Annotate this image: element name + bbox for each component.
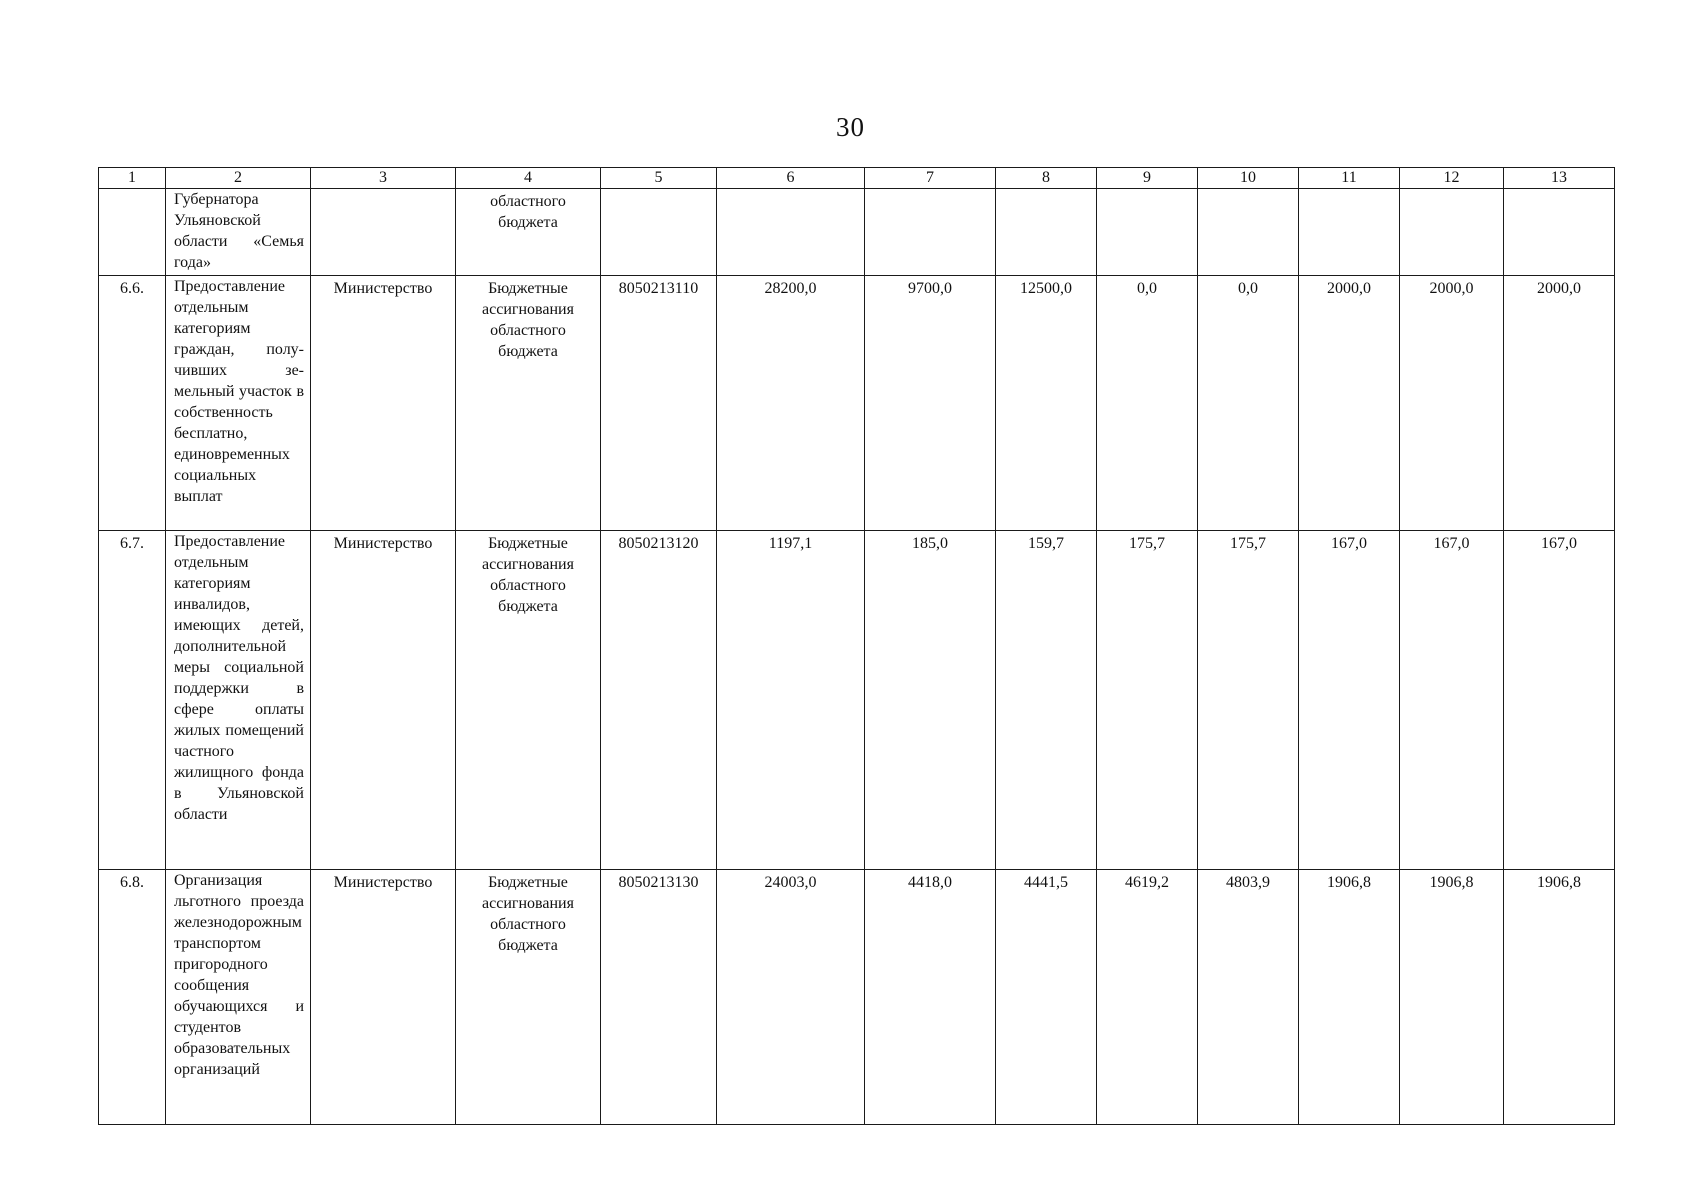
row-value: 167,0 xyxy=(1400,531,1504,870)
row-value: 28200,0 xyxy=(717,276,865,531)
row-value: 167,0 xyxy=(1504,531,1615,870)
column-header: 10 xyxy=(1198,168,1299,189)
row-value xyxy=(717,189,865,276)
row-funding-source: Бюджетные ассигнования областного бюджета xyxy=(456,531,601,870)
row-value: 4619,2 xyxy=(1097,870,1198,1125)
column-header: 4 xyxy=(456,168,601,189)
column-header: 5 xyxy=(601,168,717,189)
row-value: 2000,0 xyxy=(1299,276,1400,531)
table-row xyxy=(99,870,1615,1125)
row-value: 2000,0 xyxy=(1504,276,1615,531)
column-header: 2 xyxy=(166,168,311,189)
row-value xyxy=(996,189,1097,276)
page-number: 30 xyxy=(836,112,865,142)
row-value: 1906,8 xyxy=(1299,870,1400,1125)
row-value: 1906,8 xyxy=(1400,870,1504,1125)
row-budget-code: 8050213120 xyxy=(601,531,717,870)
row-budget-code: 8050213110 xyxy=(601,276,717,531)
column-header: 8 xyxy=(996,168,1097,189)
row-number xyxy=(99,189,166,276)
row-value xyxy=(1504,189,1615,276)
row-funding-source: Бюджетные ассигнования областного бюджета xyxy=(456,870,601,1125)
row-value: 12500,0 xyxy=(996,276,1097,531)
row-value xyxy=(1097,189,1198,276)
table-row xyxy=(99,189,1615,276)
column-header: 6 xyxy=(717,168,865,189)
row-value xyxy=(1299,189,1400,276)
row-budget-code xyxy=(601,189,717,276)
row-value: 4418,0 xyxy=(865,870,996,1125)
row-number: 6.6. xyxy=(99,276,166,531)
row-number: 6.8. xyxy=(99,870,166,1125)
row-value: 175,7 xyxy=(1198,531,1299,870)
row-executor xyxy=(311,189,456,276)
column-header: 1 xyxy=(99,168,166,189)
row-value: 2000,0 xyxy=(1400,276,1504,531)
row-value: 175,7 xyxy=(1097,531,1198,870)
row-executor: Министерство xyxy=(311,870,456,1125)
row-executor: Министерство xyxy=(311,531,456,870)
row-value: 9700,0 xyxy=(865,276,996,531)
row-value: 0,0 xyxy=(1198,276,1299,531)
column-header: 7 xyxy=(865,168,996,189)
row-value xyxy=(1198,189,1299,276)
row-description: Губернатора Ульяновской области «Семья года» xyxy=(166,189,311,276)
row-value: 0,0 xyxy=(1097,276,1198,531)
column-header: 11 xyxy=(1299,168,1400,189)
row-value: 167,0 xyxy=(1299,531,1400,870)
column-header: 13 xyxy=(1504,168,1615,189)
row-description: Предоставление отдельным категориям инвалидов, имеющих детей, дополнительной меры социальной поддержки в сфере оплаты жилых помещений частного жилищного фонда в Ульяновской области xyxy=(166,531,311,870)
column-header: 3 xyxy=(311,168,456,189)
row-value: 4441,5 xyxy=(996,870,1097,1125)
row-value xyxy=(865,189,996,276)
row-value: 1197,1 xyxy=(717,531,865,870)
row-description: Предоставление отдельным категориям граждан, получивших земельный участок в собственность бесплатно, единовременных социальных выплат xyxy=(166,276,311,531)
row-funding-source: Бюджетные ассигнования областного бюджета xyxy=(456,276,601,531)
budget-table xyxy=(98,167,1615,1125)
row-value: 159,7 xyxy=(996,531,1097,870)
column-header: 12 xyxy=(1400,168,1504,189)
row-value: 4803,9 xyxy=(1198,870,1299,1125)
row-executor: Министерство xyxy=(311,276,456,531)
row-funding-source: областного бюджета xyxy=(456,189,601,276)
row-value: 185,0 xyxy=(865,531,996,870)
header-row xyxy=(99,168,1615,189)
row-value: 24003,0 xyxy=(717,870,865,1125)
table-row xyxy=(99,531,1615,870)
row-value: 1906,8 xyxy=(1504,870,1615,1125)
column-header: 9 xyxy=(1097,168,1198,189)
row-budget-code: 8050213130 xyxy=(601,870,717,1125)
row-description: Организация льготного проезда железнодорожным транспортом пригородного сообщения обучающихся и студентов образовательных организаций xyxy=(166,870,311,1125)
table-row xyxy=(99,276,1615,531)
row-number: 6.7. xyxy=(99,531,166,870)
row-value xyxy=(1400,189,1504,276)
